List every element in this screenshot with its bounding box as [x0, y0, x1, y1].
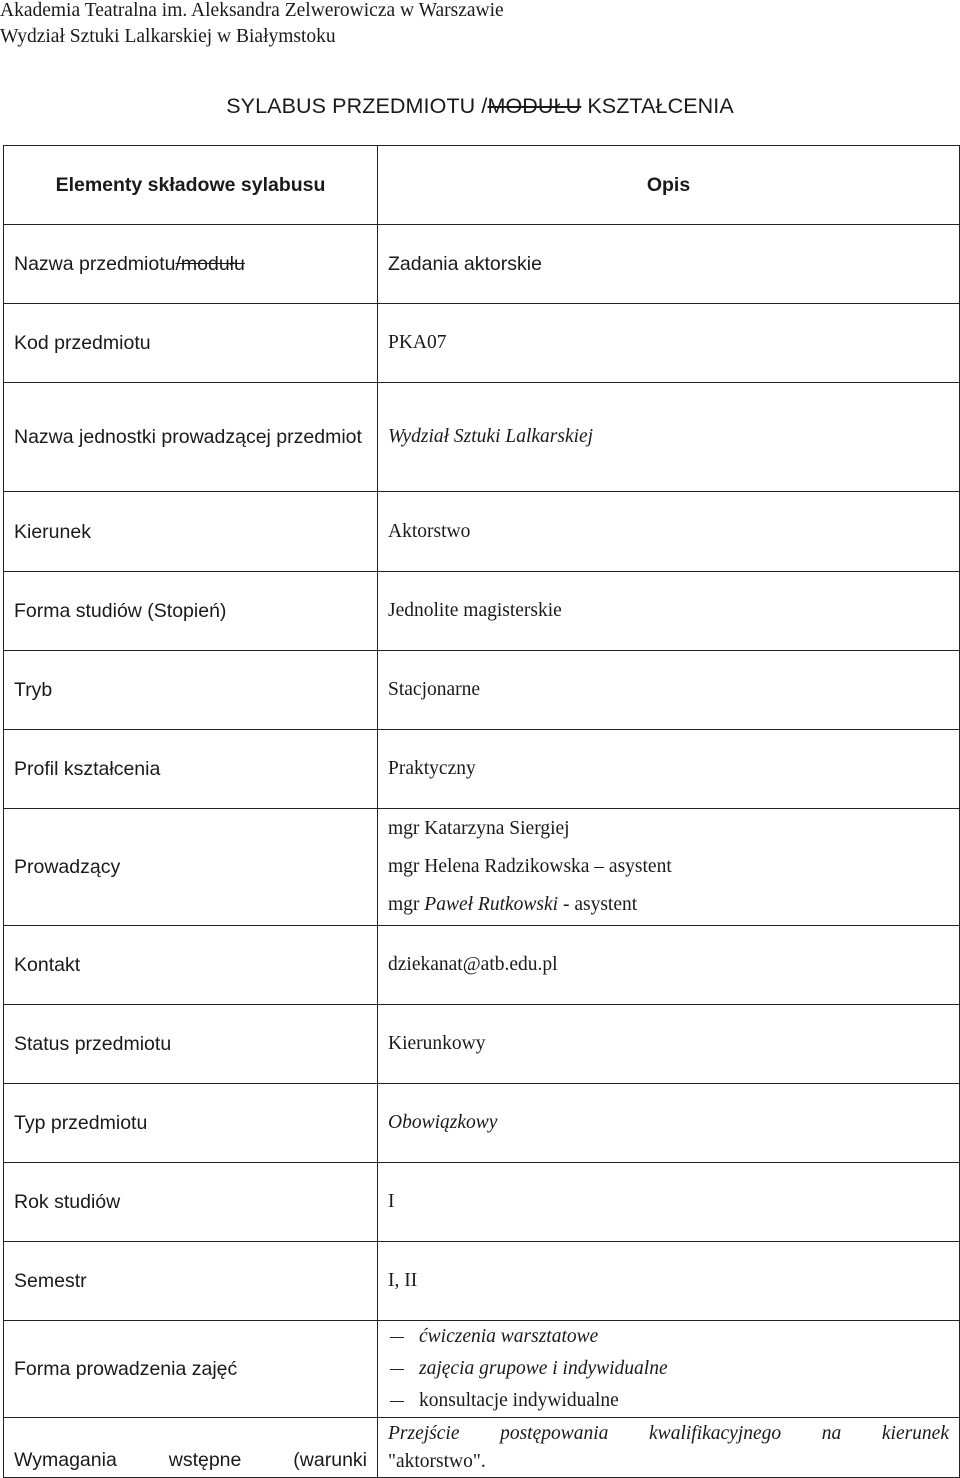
- table-row-study-form: [4, 572, 960, 651]
- table-row-contact: [4, 926, 960, 1005]
- table-row-year: [4, 1163, 960, 1242]
- dash-icon: [390, 1401, 404, 1402]
- row-label: Kontakt: [4, 926, 378, 1005]
- row-label: Tryb: [4, 651, 378, 730]
- table-row-requirements: [4, 1418, 960, 1478]
- title-struck: MODUŁU: [487, 94, 582, 118]
- title-prefix: SYLABUS PRZEDMIOTU /: [226, 94, 488, 118]
- table-row-unit: [4, 383, 960, 492]
- requirements-line-2: "aktorstwo".: [388, 1451, 486, 1472]
- list-item: zajęcia grupowe i indywidualne: [388, 1353, 949, 1385]
- table-row-profile: [4, 730, 960, 809]
- instructor-1: mgr Katarzyna Siergiej: [388, 818, 570, 839]
- institution-name: Akademia Teatralna im. Aleksandra Zelwerowicza w Warszawie: [0, 0, 504, 21]
- row-label: Nazwa jednostki prowadzącej przedmiot: [4, 383, 378, 492]
- table-row-mode: [4, 651, 960, 730]
- table-header-row: [4, 146, 960, 225]
- row-label: Semestr: [4, 1242, 378, 1321]
- dash-icon: [390, 1369, 404, 1370]
- row-value: PKA07: [378, 304, 960, 383]
- table-row-course-name: [4, 225, 960, 304]
- list-item: konsultacje indywidualne: [388, 1385, 949, 1417]
- row-value: I: [378, 1163, 960, 1242]
- table-row-type: [4, 1084, 960, 1163]
- row-value: Jednolite magisterskie: [378, 572, 960, 651]
- row-label: Prowadzący: [4, 809, 378, 926]
- contact-email: dziekanat@atb.edu.pl: [378, 926, 960, 1005]
- row-label: Profil kształcenia: [4, 730, 378, 809]
- row-label: Status przedmiotu: [4, 1005, 378, 1084]
- column-header-description: Opis: [378, 146, 960, 225]
- row-value: Zadania aktorskie: [378, 225, 960, 304]
- title-suffix: KSZTAŁCENIA: [581, 94, 734, 118]
- row-label: Typ przedmiotu: [4, 1084, 378, 1163]
- syllabus-table: [3, 145, 960, 1478]
- instructor-3: mgr Paweł Rutkowski - asystent: [388, 894, 638, 915]
- row-value: Praktyczny: [378, 730, 960, 809]
- row-value: I, II: [378, 1242, 960, 1321]
- row-label: Rok studiów: [4, 1163, 378, 1242]
- row-label: Forma prowadzenia zajęć: [4, 1321, 378, 1418]
- row-label: Wymagania wstępne (warunki: [4, 1418, 378, 1478]
- requirements-line-1: Przejście postępowania kwalifikacyjnego na kierunek: [388, 1423, 949, 1444]
- dash-icon: [390, 1337, 404, 1338]
- column-header-elements: Elementy składowe sylabusu: [4, 146, 378, 225]
- row-value: Stacjonarne: [378, 651, 960, 730]
- row-value: [378, 1321, 960, 1418]
- table-row-instructors: [4, 809, 960, 926]
- table-row-course-code: [4, 304, 960, 383]
- row-value: Wydział Sztuki Lalkarskiej: [378, 383, 960, 492]
- row-label: Kod przedmiotu: [4, 304, 378, 383]
- instructor-2: mgr Helena Radzikowska – asystent: [388, 856, 672, 877]
- row-value: Aktorstwo: [378, 492, 960, 572]
- row-value: Obowiązkowy: [378, 1084, 960, 1163]
- faculty-name: Wydział Sztuki Lalkarskiej w Białymstoku: [0, 26, 336, 47]
- row-label: Nazwa przedmiotu/modułu: [4, 225, 378, 304]
- table-row-class-form: [4, 1321, 960, 1418]
- row-value: [378, 809, 960, 926]
- table-row-field: [4, 492, 960, 572]
- table-row-semester: [4, 1242, 960, 1321]
- row-label: Kierunek: [4, 492, 378, 572]
- row-label: Forma studiów (Stopień): [4, 572, 378, 651]
- list-item: ćwiczenia warsztatowe: [388, 1321, 949, 1353]
- row-value: Kierunkowy: [378, 1005, 960, 1084]
- document-title: [0, 94, 960, 119]
- row-value: [378, 1418, 960, 1478]
- table-row-status: [4, 1005, 960, 1084]
